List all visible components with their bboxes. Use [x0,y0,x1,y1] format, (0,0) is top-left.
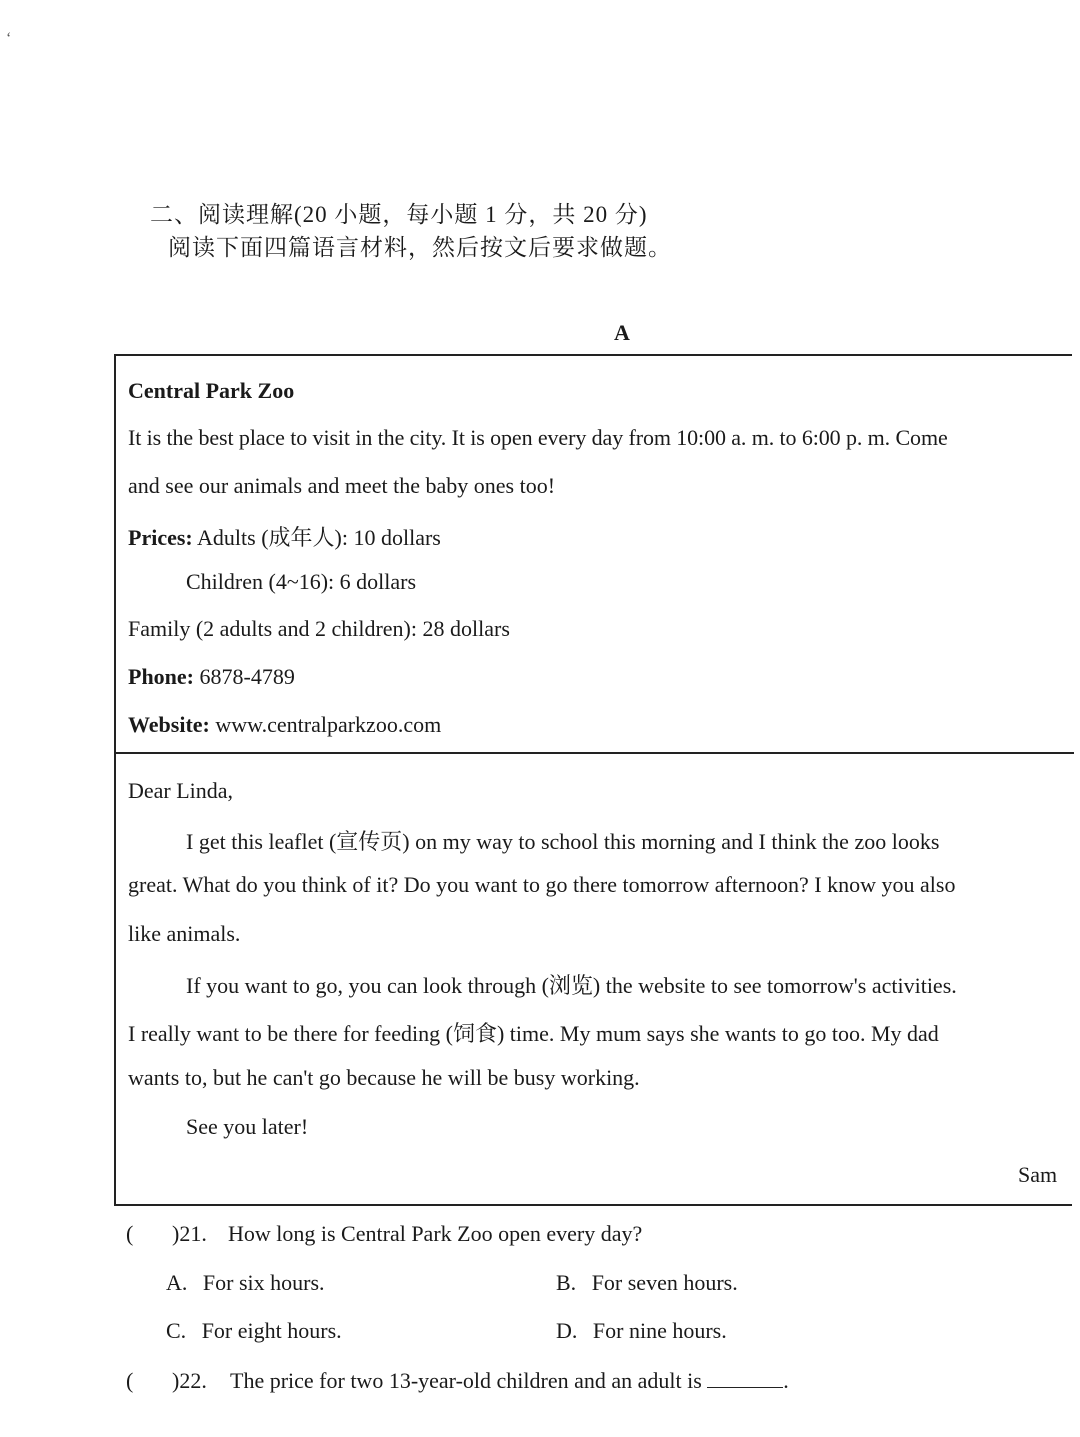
website-value: www.centralparkzoo.com [215,712,442,737]
leaflet-prices [128,521,441,552]
q22-line [230,1368,789,1394]
leaflet-intro-line2: and see our animals and meet the baby ones too! [128,473,556,498]
letter-p1-line2: great. What do you think of it? Do you want to go there tomorrow afternoon? I know you also [128,872,956,897]
price-children: Children (4~16): 6 dollars [186,569,417,594]
leaflet-title: Central Park Zoo [128,378,295,403]
price-adults: Adults (成年人): 10 dollars [197,525,441,550]
box-divider [114,752,1074,754]
q21-option-b [556,1270,738,1296]
price-family: Family (2 adults and 2 children): 28 dollars [128,616,510,641]
q22-number: )22. [172,1368,207,1393]
option-text: For seven hours. [591,1270,738,1295]
phone-value: 6878-4789 [199,664,295,689]
answer-blank [707,1369,783,1388]
option-letter: A. [166,1270,188,1295]
leaflet-phone [128,664,295,690]
letter-p2-line1: If you want to go, you can look through (浏览) the website to see tomorrow's activities. [186,973,957,998]
q21-text: How long is Central Park Zoo open every day? [228,1221,643,1246]
section-title: 二、阅读理解(20 小题，每小题 1 分，共 20 分) [150,202,648,227]
q21-option-c [166,1318,342,1344]
q21-option-d [556,1318,727,1344]
phone-label: Phone: [128,664,194,689]
passage-label: A [614,320,630,345]
letter-closing: See you later! [186,1114,309,1139]
q22-paren: ( [126,1368,134,1393]
letter-p1-line1: I get this leaflet (宣传页) on my way to school this morning and I think the zoo looks [186,829,940,854]
option-letter: B. [556,1270,577,1295]
margin-mark: ʻ [6,30,12,47]
q21-number: )21. [172,1221,207,1246]
option-letter: C. [166,1318,187,1343]
option-text: For six hours. [202,1270,325,1295]
q21-option-a [166,1270,325,1296]
letter-p2-line2: I really want to be there for feeding (饲食) time. My mum says she wants to go too. My dad [128,1021,939,1046]
letter-signature: Sam [1018,1162,1058,1187]
q21-paren: ( [126,1221,134,1246]
option-text: For eight hours. [201,1318,342,1343]
section-instruction: 阅读下面四篇语言材料，然后按文后要求做题。 [168,235,672,260]
option-text: For nine hours. [592,1318,727,1343]
letter-p2-line3: wants to, but he can't go because he will be busy working. [128,1065,640,1090]
website-label: Website: [128,712,210,737]
prices-label: Prices: [128,525,193,550]
option-letter: D. [556,1318,578,1343]
q22-text: The price for two 13-year-old children and an adult is [230,1368,702,1393]
q22-end: . [783,1368,789,1393]
letter-greeting: Dear Linda, [128,778,234,803]
leaflet-website [128,712,441,738]
leaflet-intro-line1: It is the best place to visit in the city. It is open every day from 10:00 a. m. to 6:00 p. m. Come [128,425,948,450]
letter-p1-line3: like animals. [128,921,241,946]
